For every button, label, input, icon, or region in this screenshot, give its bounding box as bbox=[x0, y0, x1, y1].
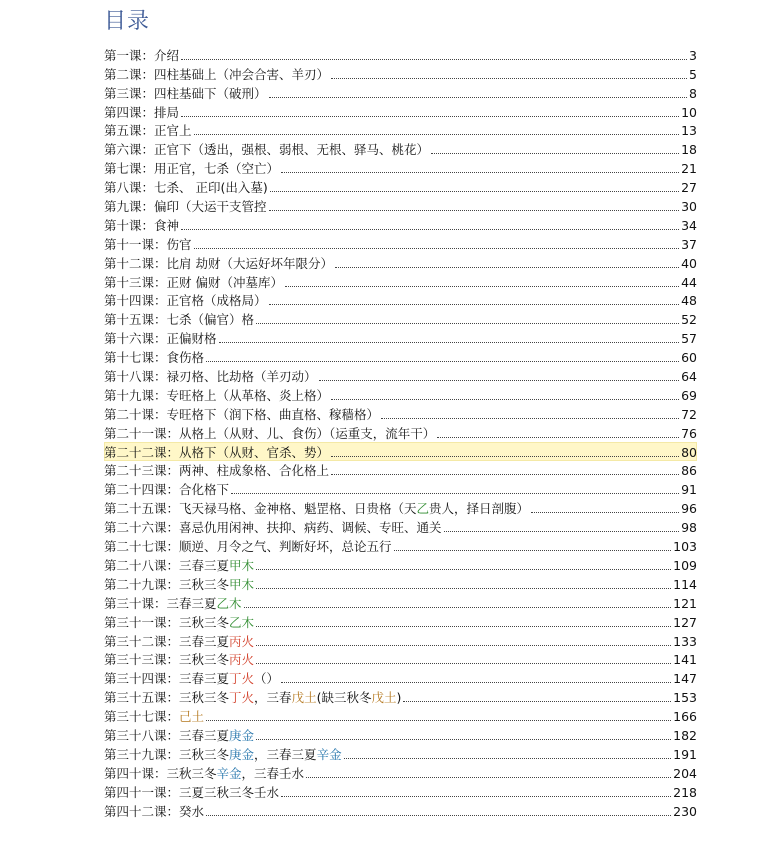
toc-entry-heading bbox=[104, 727, 254, 744]
toc-entry-heading bbox=[104, 236, 192, 253]
dot-leader bbox=[181, 59, 687, 60]
page-number: 191 bbox=[673, 746, 697, 762]
toc-entry[interactable] bbox=[104, 196, 697, 215]
toc-entry[interactable] bbox=[104, 253, 697, 272]
lesson-topic: 三秋三冬 bbox=[179, 652, 230, 668]
page-number: 103 bbox=[673, 539, 697, 555]
toc-entry-heading bbox=[104, 349, 204, 366]
element-term: 辛金 bbox=[216, 765, 242, 781]
lesson-number: 第十一课： bbox=[104, 236, 167, 252]
lesson-topic: 专旺格下（润下格、曲直格、稼穑格） bbox=[166, 406, 380, 422]
dot-leader bbox=[194, 134, 680, 135]
toc-entry-heading bbox=[104, 330, 217, 347]
toc-entry[interactable] bbox=[104, 139, 697, 158]
toc-entry-heading bbox=[104, 708, 204, 725]
page-number: 69 bbox=[681, 387, 697, 403]
page-number: 37 bbox=[681, 236, 697, 252]
toc-entry-heading bbox=[104, 765, 304, 782]
dot-leader bbox=[331, 456, 679, 457]
toc-entry-heading bbox=[104, 179, 268, 196]
lesson-number: 第二十三课： bbox=[104, 463, 180, 479]
toc-entry[interactable] bbox=[104, 404, 697, 423]
page-number: 127 bbox=[673, 614, 697, 630]
toc-entry[interactable] bbox=[104, 385, 697, 404]
page-number: 230 bbox=[673, 803, 697, 819]
lesson-number: 第三十三课： bbox=[104, 652, 180, 668]
toc-entry[interactable] bbox=[104, 347, 697, 366]
lesson-number: 第十课： bbox=[104, 217, 155, 233]
toc-entry[interactable] bbox=[104, 291, 697, 310]
dot-leader bbox=[281, 172, 679, 173]
toc-entry-heading bbox=[104, 538, 392, 555]
lesson-topic: 合化格下 bbox=[179, 482, 230, 498]
lesson-topic: 三秋三冬 bbox=[179, 690, 230, 706]
page-number: 13 bbox=[681, 123, 697, 139]
page-number: 166 bbox=[673, 709, 697, 725]
toc-entry[interactable] bbox=[104, 725, 697, 744]
dot-leader bbox=[256, 626, 671, 627]
toc-entry[interactable] bbox=[104, 328, 697, 347]
lesson-number: 第四十二课： bbox=[104, 803, 180, 819]
lesson-topic: 三秋三冬 bbox=[179, 614, 230, 630]
toc-entry[interactable] bbox=[104, 45, 697, 64]
lesson-number: 第十八课： bbox=[104, 369, 167, 385]
element-term: 乙木 bbox=[229, 614, 255, 630]
lesson-topic: ) bbox=[396, 690, 402, 706]
toc-entry-heading bbox=[104, 519, 442, 536]
lesson-number: 第三十四课： bbox=[104, 671, 180, 687]
toc-entry[interactable] bbox=[104, 612, 697, 631]
lesson-number: 第三十九课： bbox=[104, 746, 180, 762]
toc-entry[interactable] bbox=[104, 631, 697, 650]
page-number: 96 bbox=[681, 501, 697, 517]
toc-entry[interactable] bbox=[104, 442, 697, 461]
lesson-topic: 两神、柱成象格、合化格上 bbox=[179, 463, 330, 479]
lesson-number: 第二十六课： bbox=[104, 520, 180, 536]
toc-entry[interactable] bbox=[104, 83, 697, 102]
toc-entry[interactable] bbox=[104, 121, 697, 140]
toc-entry-heading bbox=[104, 406, 379, 423]
dot-leader bbox=[256, 323, 679, 324]
element-term: 丁火 bbox=[229, 690, 255, 706]
lesson-number: 第二十八课： bbox=[104, 557, 180, 573]
lesson-topic: 比肩 劫财（大运好坏年限分） bbox=[166, 255, 333, 271]
toc-entry-heading bbox=[104, 160, 279, 177]
toc-entry-heading bbox=[104, 47, 179, 64]
lesson-number: 第五课： bbox=[104, 123, 155, 139]
toc-entry-heading bbox=[104, 217, 179, 234]
dot-leader bbox=[269, 97, 688, 98]
toc-entry-heading bbox=[104, 387, 329, 404]
page-number: 8 bbox=[689, 85, 697, 101]
toc-entry-heading bbox=[104, 633, 254, 650]
toc-entry-heading bbox=[104, 444, 329, 461]
toc-entry[interactable] bbox=[104, 744, 697, 763]
toc-entry-heading bbox=[104, 746, 342, 763]
lesson-topic: 七杀（偏官）格 bbox=[166, 312, 255, 328]
lesson-topic: 四柱基础下（破刑） bbox=[154, 85, 267, 101]
lesson-number: 第十七课： bbox=[104, 350, 167, 366]
lesson-topic: 正财 偏财（冲墓库） bbox=[166, 274, 283, 290]
element-term: 甲木 bbox=[229, 576, 255, 592]
element-term: 丁火 bbox=[229, 671, 255, 687]
page-number: 141 bbox=[673, 652, 697, 668]
toc-entry-heading bbox=[104, 784, 279, 801]
lesson-topic: 三春三夏 bbox=[179, 727, 230, 743]
dot-leader bbox=[256, 569, 671, 570]
toc-entry[interactable] bbox=[104, 593, 697, 612]
toc-entry-heading bbox=[104, 66, 329, 83]
page-number: 18 bbox=[681, 142, 697, 158]
toc-entry-heading bbox=[104, 368, 317, 385]
toc-entry-heading bbox=[104, 670, 279, 687]
lesson-topic: 正官上 bbox=[154, 123, 192, 139]
dot-leader bbox=[381, 418, 679, 419]
lesson-topic: 顺逆、月令之气、判断好坏，总论五行 bbox=[179, 539, 392, 555]
dot-leader bbox=[206, 361, 679, 362]
toc-entry-heading bbox=[104, 614, 254, 631]
lesson-number: 第二十二课： bbox=[104, 444, 180, 460]
lesson-topic: 禄刃格、比劫格（羊刃动） bbox=[166, 369, 317, 385]
toc-entry[interactable] bbox=[104, 309, 697, 328]
dot-leader bbox=[531, 512, 679, 513]
toc-entry[interactable] bbox=[104, 102, 697, 121]
lesson-number: 第四十一课： bbox=[104, 784, 180, 800]
toc-entry-heading bbox=[104, 85, 267, 102]
page-number: 76 bbox=[681, 425, 697, 441]
toc-entry-heading bbox=[104, 481, 229, 498]
toc-entry[interactable] bbox=[104, 158, 697, 177]
lesson-number: 第一课： bbox=[104, 47, 155, 63]
lesson-topic: 四柱基础上（冲会合害、羊刃） bbox=[154, 66, 330, 82]
dot-leader bbox=[437, 437, 679, 438]
dot-leader bbox=[244, 607, 672, 608]
page-number: 60 bbox=[681, 350, 697, 366]
toc-entry[interactable] bbox=[104, 555, 697, 574]
toc-entry-heading bbox=[104, 462, 329, 479]
lesson-number: 第十五课： bbox=[104, 312, 167, 328]
lesson-topic: 三秋三冬 bbox=[179, 746, 230, 762]
lesson-topic: 从格上（从财、儿、食伤）（运重支，流年干） bbox=[179, 425, 436, 441]
lesson-topic: 专旺格上（从革格、炎上格） bbox=[166, 387, 330, 403]
toc-entry-heading bbox=[104, 255, 333, 272]
dot-leader bbox=[206, 815, 671, 816]
lesson-number: 第八课： bbox=[104, 180, 155, 196]
lesson-topic: 伤官 bbox=[166, 236, 192, 252]
element-term: 乙 bbox=[416, 501, 430, 517]
lesson-topic: ，三春壬水 bbox=[241, 765, 305, 781]
lesson-topic: 喜忌仇用闲神、扶抑、病药、调候、专旺、通关 bbox=[179, 520, 442, 536]
page-number: 72 bbox=[681, 406, 697, 422]
toc-entry-heading bbox=[104, 198, 267, 215]
page-number: 86 bbox=[681, 463, 697, 479]
dot-leader bbox=[181, 116, 679, 117]
element-term: 己土 bbox=[179, 709, 205, 725]
element-term: 辛金 bbox=[316, 746, 342, 762]
lesson-topic: 三春三夏 bbox=[179, 671, 230, 687]
page-number: 114 bbox=[673, 576, 697, 592]
lesson-number: 第三十七课： bbox=[104, 709, 180, 725]
lesson-topic: 七杀、 正印(出入墓) bbox=[154, 180, 268, 196]
lesson-number: 第十六课： bbox=[104, 331, 167, 347]
toc-entry-heading bbox=[104, 311, 254, 328]
page-number: 30 bbox=[681, 199, 697, 215]
dot-leader bbox=[344, 758, 672, 759]
page-number: 80 bbox=[681, 444, 697, 460]
lesson-number: 第三十五课： bbox=[104, 690, 180, 706]
toc-entry[interactable] bbox=[104, 574, 697, 593]
dot-leader bbox=[335, 267, 679, 268]
toc-entry-heading bbox=[104, 557, 254, 574]
lesson-topic: 排局 bbox=[154, 104, 180, 120]
toc-entry-heading bbox=[104, 292, 267, 309]
lesson-number: 第九课： bbox=[104, 199, 155, 215]
toc-entry[interactable] bbox=[104, 706, 697, 725]
lesson-topic: 三秋三冬 bbox=[166, 765, 217, 781]
toc-entry[interactable] bbox=[104, 763, 697, 782]
lesson-number: 第二十九课： bbox=[104, 576, 180, 592]
element-term: 甲木 bbox=[229, 557, 255, 573]
dot-leader bbox=[319, 380, 680, 381]
toc-entry-heading bbox=[104, 576, 254, 593]
dot-leader bbox=[444, 531, 680, 532]
lesson-topic: 三春三夏 bbox=[179, 557, 230, 573]
toc-entry[interactable] bbox=[104, 536, 697, 555]
lesson-number: 第三十课： bbox=[104, 595, 167, 611]
lesson-topic: 正官格（成格局） bbox=[166, 293, 267, 309]
lesson-topic: ，三春三夏 bbox=[254, 746, 317, 762]
toc-entry-heading bbox=[104, 122, 192, 139]
toc-entry[interactable] bbox=[104, 215, 697, 234]
page-number: 218 bbox=[673, 784, 697, 800]
page-number: 48 bbox=[681, 293, 697, 309]
page-number: 3 bbox=[689, 47, 697, 63]
dot-leader bbox=[206, 720, 671, 721]
toc-entry[interactable] bbox=[104, 272, 697, 291]
page-number: 57 bbox=[681, 331, 697, 347]
element-term: 乙木 bbox=[216, 595, 242, 611]
lesson-topic: (缺三秋冬 bbox=[316, 690, 372, 706]
toc-entry[interactable] bbox=[104, 234, 697, 253]
lesson-number: 第七课： bbox=[104, 161, 155, 177]
lesson-number: 第二十四课： bbox=[104, 482, 180, 498]
lesson-topic: 食伤格 bbox=[166, 350, 205, 366]
lesson-number: 第二十五课： bbox=[104, 501, 180, 517]
page-number: 109 bbox=[673, 557, 697, 573]
lesson-topic: 从格下（从财、官杀、势） bbox=[179, 444, 330, 460]
toc-entry[interactable] bbox=[104, 461, 697, 480]
dot-leader bbox=[431, 153, 679, 154]
page-number: 40 bbox=[681, 255, 697, 271]
dot-leader bbox=[270, 191, 679, 192]
toc-entry[interactable] bbox=[104, 517, 697, 536]
toc-entry-heading bbox=[104, 104, 179, 121]
dot-leader bbox=[281, 796, 671, 797]
element-term: 庚金 bbox=[229, 746, 255, 762]
dot-leader bbox=[181, 229, 679, 230]
page-number: 204 bbox=[673, 765, 697, 781]
lesson-topic: 正偏财格 bbox=[166, 331, 217, 347]
dot-leader bbox=[269, 304, 680, 305]
toc-entry[interactable] bbox=[104, 650, 697, 669]
page-number: 98 bbox=[681, 520, 697, 536]
lesson-topic: 偏印（大运干支管控 bbox=[154, 199, 267, 215]
toc-entry[interactable] bbox=[104, 366, 697, 385]
element-term: 戊土 bbox=[371, 690, 397, 706]
lesson-number: 第四课： bbox=[104, 104, 155, 120]
lesson-number: 第三十一课： bbox=[104, 614, 180, 630]
lesson-number: 第三十八课： bbox=[104, 727, 180, 743]
dot-leader bbox=[256, 663, 671, 664]
toc-entry[interactable] bbox=[104, 668, 697, 687]
lesson-topic: 飞天禄马格、金神格、魁罡格、日贵格（天 bbox=[179, 501, 417, 517]
page-number: 133 bbox=[673, 633, 697, 649]
lesson-topic: （） bbox=[254, 671, 280, 687]
toc-entry-heading bbox=[104, 651, 254, 668]
dot-leader bbox=[231, 493, 679, 494]
page-number: 34 bbox=[681, 217, 697, 233]
dot-leader bbox=[219, 342, 680, 343]
dot-leader bbox=[194, 248, 680, 249]
toc-entry-heading bbox=[104, 425, 435, 442]
lesson-topic: 介绍 bbox=[154, 47, 180, 63]
element-term: 丙火 bbox=[229, 652, 255, 668]
element-term: 丙火 bbox=[229, 633, 255, 649]
toc-entry[interactable] bbox=[104, 479, 697, 498]
toc-entry[interactable] bbox=[104, 423, 697, 442]
page-number: 21 bbox=[681, 161, 697, 177]
dot-leader bbox=[256, 739, 671, 740]
toc-entry[interactable] bbox=[104, 801, 697, 820]
dot-leader bbox=[281, 682, 671, 683]
element-term: 庚金 bbox=[229, 727, 255, 743]
page-number: 5 bbox=[689, 66, 697, 82]
lesson-topic: ，三春 bbox=[254, 690, 292, 706]
dot-leader bbox=[331, 78, 687, 79]
toc-entry[interactable] bbox=[104, 687, 697, 706]
lesson-number: 第十九课： bbox=[104, 387, 167, 403]
toc-entry-heading bbox=[104, 595, 242, 612]
lesson-topic: 用正官，七杀（空亡） bbox=[154, 161, 280, 177]
lesson-number: 第四十课： bbox=[104, 765, 167, 781]
lesson-number: 第六课： bbox=[104, 142, 155, 158]
dot-leader bbox=[331, 399, 679, 400]
toc-entry-heading bbox=[104, 274, 283, 291]
lesson-number: 第二课： bbox=[104, 66, 155, 82]
toc-entry-heading bbox=[104, 689, 401, 706]
toc-title: 目录 bbox=[104, 9, 151, 34]
lesson-topic: 三秋三冬 bbox=[179, 576, 230, 592]
toc-entry[interactable] bbox=[104, 177, 697, 196]
toc-entry[interactable] bbox=[104, 782, 697, 801]
lesson-number: 第十三课： bbox=[104, 274, 167, 290]
dot-leader bbox=[285, 286, 679, 287]
lesson-topic: 三夏三秋三冬壬水 bbox=[179, 784, 280, 800]
dot-leader bbox=[256, 645, 671, 646]
dot-leader bbox=[256, 588, 671, 589]
lesson-number: 第十二课： bbox=[104, 255, 167, 271]
dot-leader bbox=[331, 474, 679, 475]
lesson-number: 第二十七课： bbox=[104, 539, 180, 555]
page-number: 91 bbox=[681, 482, 697, 498]
lesson-topic: 贵人，择日剖腹） bbox=[429, 501, 530, 517]
lesson-topic: 癸水 bbox=[179, 803, 205, 819]
dot-leader bbox=[394, 550, 672, 551]
page-number: 147 bbox=[673, 671, 697, 687]
lesson-topic: 正官下（透出，强根、弱根、无根、驿马、桃花） bbox=[154, 142, 430, 158]
page-number: 44 bbox=[681, 274, 697, 290]
page-number: 121 bbox=[673, 595, 697, 611]
page-number: 52 bbox=[681, 312, 697, 328]
lesson-topic: 三春三夏 bbox=[166, 595, 217, 611]
lesson-topic: 食神 bbox=[154, 217, 180, 233]
dot-leader bbox=[306, 777, 671, 778]
page-number: 27 bbox=[681, 180, 697, 196]
lesson-number: 第二十课： bbox=[104, 406, 167, 422]
toc-entry[interactable] bbox=[104, 498, 697, 517]
page-number: 10 bbox=[681, 104, 697, 120]
page-number: 182 bbox=[673, 727, 697, 743]
dot-leader bbox=[403, 701, 671, 702]
toc-entry[interactable] bbox=[104, 64, 697, 83]
toc-entry-heading bbox=[104, 500, 529, 517]
lesson-topic: 三春三夏 bbox=[179, 633, 230, 649]
dot-leader bbox=[269, 210, 680, 211]
toc-list bbox=[104, 45, 697, 820]
lesson-number: 第三十二课： bbox=[104, 633, 180, 649]
toc-entry-heading bbox=[104, 141, 429, 158]
element-term: 戊土 bbox=[291, 690, 317, 706]
lesson-number: 第三课： bbox=[104, 85, 155, 101]
page-number: 64 bbox=[681, 369, 697, 385]
page-number: 153 bbox=[673, 690, 697, 706]
lesson-number: 第二十一课： bbox=[104, 425, 180, 441]
lesson-number: 第十四课： bbox=[104, 293, 167, 309]
toc-entry-heading bbox=[104, 803, 204, 820]
